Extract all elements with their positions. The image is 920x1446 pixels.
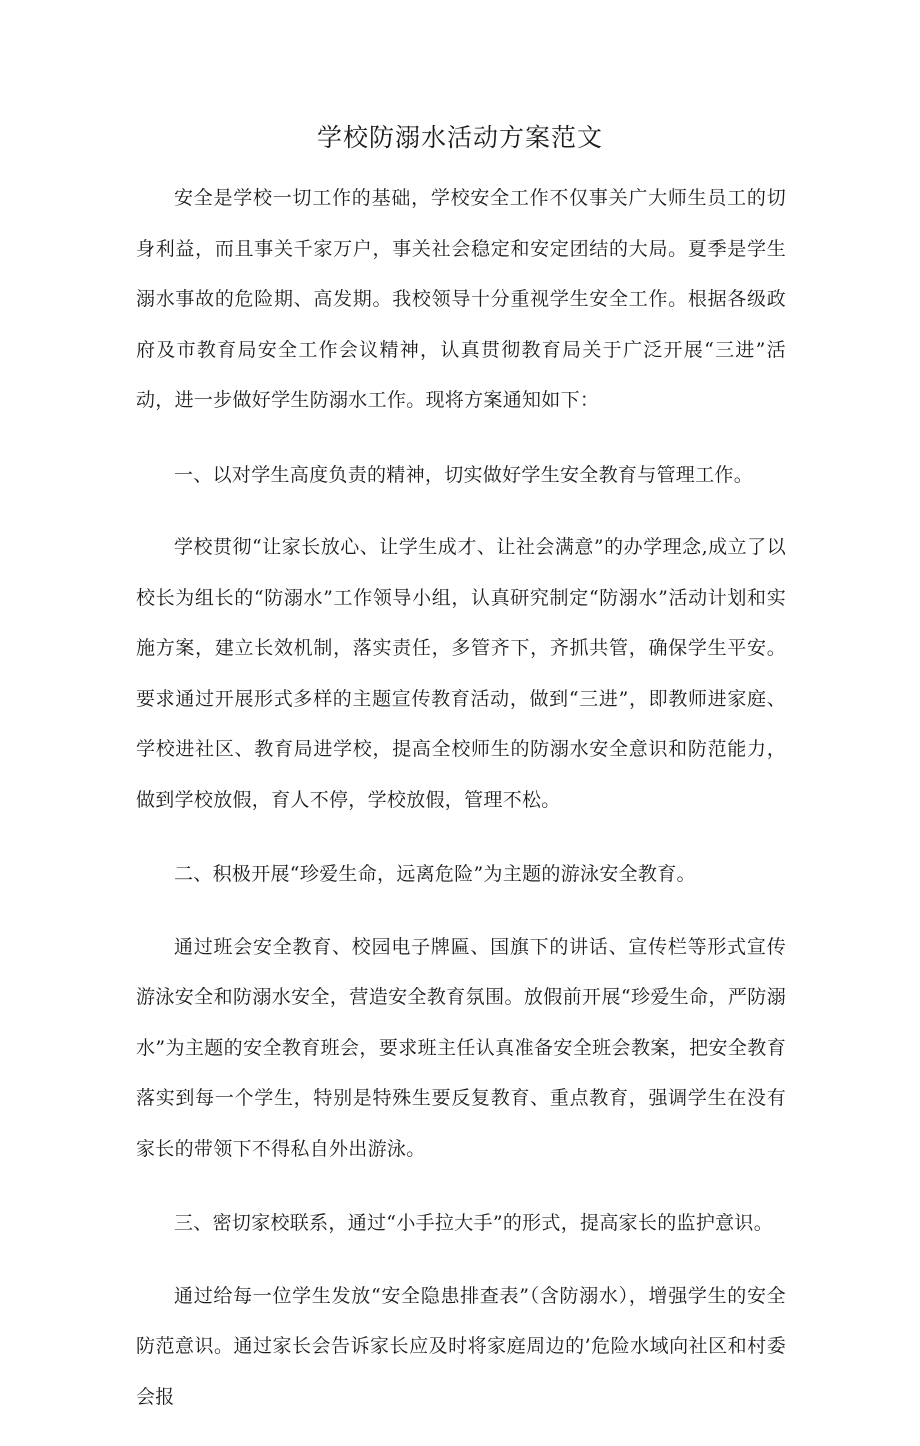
section-heading-1: 一、以对学生高度负责的精神，切实做好学生安全教育与管理工作。 — [174, 463, 754, 486]
paragraph-section-2: 通过班会安全教育、校园电子牌匾、国旗下的讲话、宣传栏等形式宣传游泳安全和防溺水安全，营造安全教育氛围。放假前开展“珍爱生命，严防溺水”为主题的安全教育班会，要求班主任认真准备安全班会教案，把安全教育落实到每一个学生，特别是特殊生要反复教育、重点教育，强调学生在没有家长的带领下不得私自外出游泳。 — [136, 935, 786, 1160]
document-title: 学校防溺水活动方案范文 — [316, 123, 603, 152]
paragraph-section-3: 通过给每一位学生发放“安全隐患排查表”（含防溺水），增强学生的安全防范意识。通过家长会告诉家长应及时将家庭周边的’危险水域向社区和村委会报 — [136, 1284, 786, 1408]
section-heading-2: 二、积极开展“珍爱生命，远离危险”为主题的游泳安全教育。 — [174, 863, 696, 885]
paragraph-intro: 安全是学校一切工作的基础，学校安全工作不仅事关广大师生员工的切身利益，而且事关千家万户，事关社会稳定和安定团结的大局。夏季是学生溺水事故的危险期、高发期。我校领导十分重视学生安全工作。根据各级政府及市教育局安全工作会议精神，认真贯彻教育局关于广泛开展“三进”活动，进一步做好学生防溺水工作。现将方案通知如下： — [136, 187, 786, 411]
section-heading-3: 三、密切家校联系，通过“小手拉大手”的形式，提高家长的监护意识。 — [174, 1212, 774, 1234]
document-body — [136, 173, 786, 1446]
paragraph-section-1: 学校贯彻“让家长放心、让学生成才、让社会满意”的办学理念,成立了以校长为组长的“防溺水”工作领导小组，认真研究制定“防溺水”活动计划和实施方案，建立长效机制，落实责任，多管齐下，齐抓共管，确保学生平安。要求通过开展形式多样的主题宣传教育活动，做到“三进”，即教师进家庭、学校进社区、教育局进学校，提高全校师生的防溺水安全意识和防范能力，做到学校放假，育人不停，学校放假，管理不松。 — [136, 536, 786, 811]
